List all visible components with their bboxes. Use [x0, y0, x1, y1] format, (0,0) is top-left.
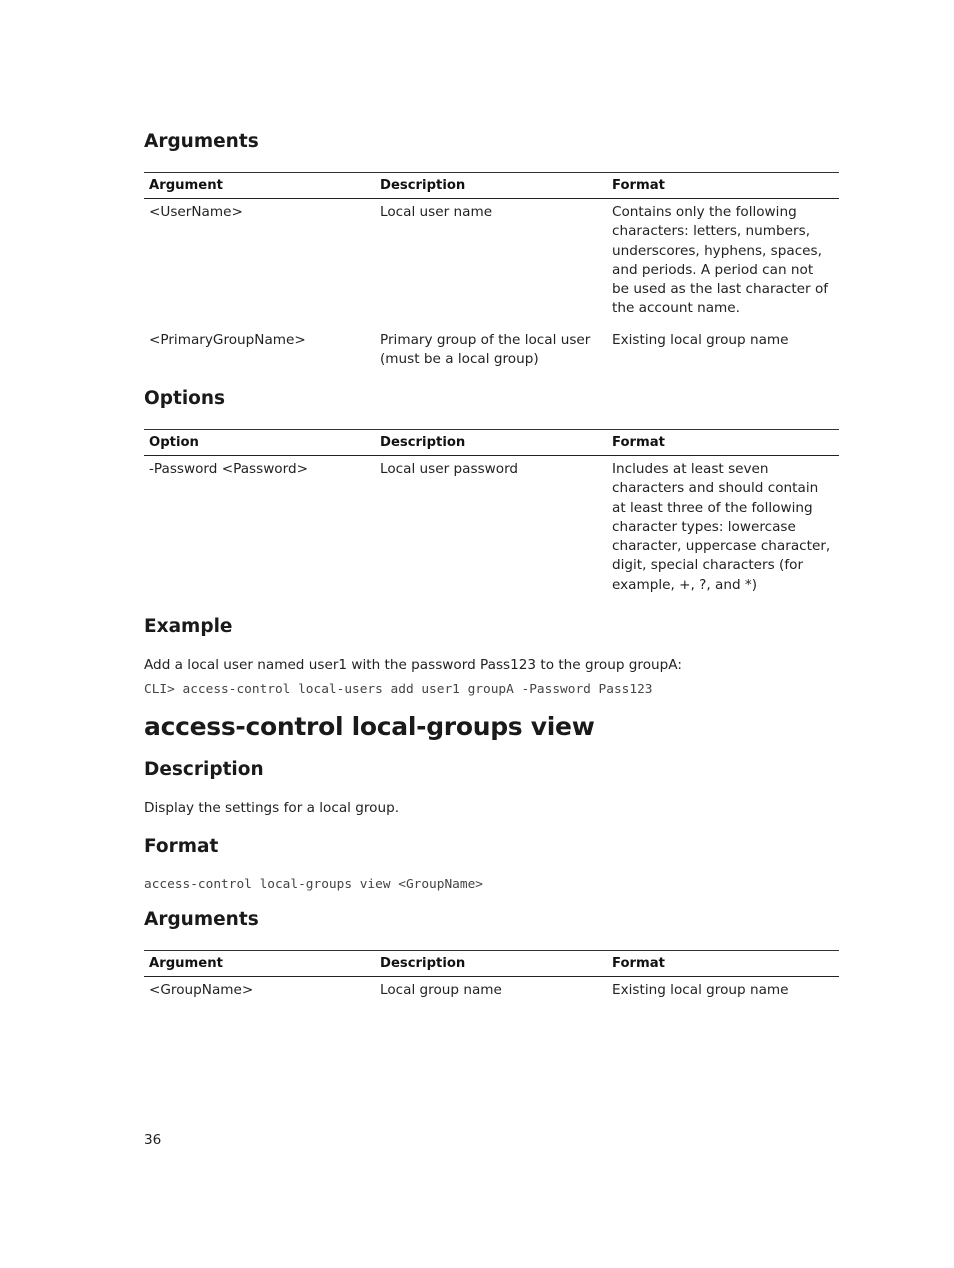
cell-argument: <UserName> — [149, 204, 243, 220]
table-row — [144, 977, 839, 1009]
description-text: Display the settings for a local group. — [144, 800, 400, 816]
cell-option: -Password <Password> — [149, 461, 308, 477]
format-code: access-control local-groups view <GroupName> — [144, 877, 483, 892]
table-header-row — [144, 951, 839, 977]
column-header-option: Option — [144, 430, 375, 456]
cell-description: Local user name — [380, 204, 493, 220]
column-header-format: Format — [607, 951, 839, 977]
column-header-format: Format — [607, 173, 839, 199]
column-header-description: Description — [375, 951, 607, 977]
column-header-argument: Argument — [144, 173, 375, 199]
table-header-row — [144, 173, 839, 199]
cell-description: Local user password — [380, 461, 519, 477]
options-table — [144, 429, 839, 603]
table-row — [144, 199, 839, 327]
example-heading: Example — [144, 616, 233, 637]
table-row — [144, 327, 839, 378]
arguments-heading-2: Arguments — [144, 909, 259, 930]
cell-format: Existing local group name — [612, 331, 789, 348]
arguments-heading: Arguments — [144, 131, 259, 152]
section-title: access-control local-groups view — [144, 712, 595, 741]
cell-format: Includes at least seven characters and should contain at least three of the following character types: lowercase character, uppercase character, digit, special characters (for example, +, ?, and *) — [612, 461, 831, 593]
cell-description: Local group name — [380, 982, 502, 998]
cell-format: Contains only the following characters: letters, numbers, underscores, hyphens, spaces, and periods. A period can not be used as the last character of the account name. — [612, 204, 829, 317]
arguments-table-2 — [144, 950, 839, 1008]
page-number: 36 — [144, 1132, 162, 1148]
column-header-description: Description — [375, 430, 607, 456]
arguments-table — [144, 172, 839, 377]
cell-description: Primary group of the local user (must be a local group) — [380, 331, 591, 368]
column-header-argument: Argument — [144, 951, 375, 977]
format-heading: Format — [144, 836, 219, 857]
example-text: Add a local user named user1 with the password Pass123 to the group groupA: — [144, 657, 682, 673]
column-header-format: Format — [607, 430, 839, 456]
column-header-description: Description — [375, 173, 607, 199]
cell-argument: <GroupName> — [149, 982, 254, 998]
options-heading: Options — [144, 388, 226, 409]
table-row — [144, 456, 839, 604]
table-header-row — [144, 430, 839, 456]
example-code: CLI> access-control local-users add user1 groupA -Password Pass123 — [144, 682, 653, 697]
description-heading: Description — [144, 759, 264, 780]
cell-format: Existing local group name — [612, 982, 789, 998]
cell-argument: <PrimaryGroupName> — [149, 331, 306, 348]
